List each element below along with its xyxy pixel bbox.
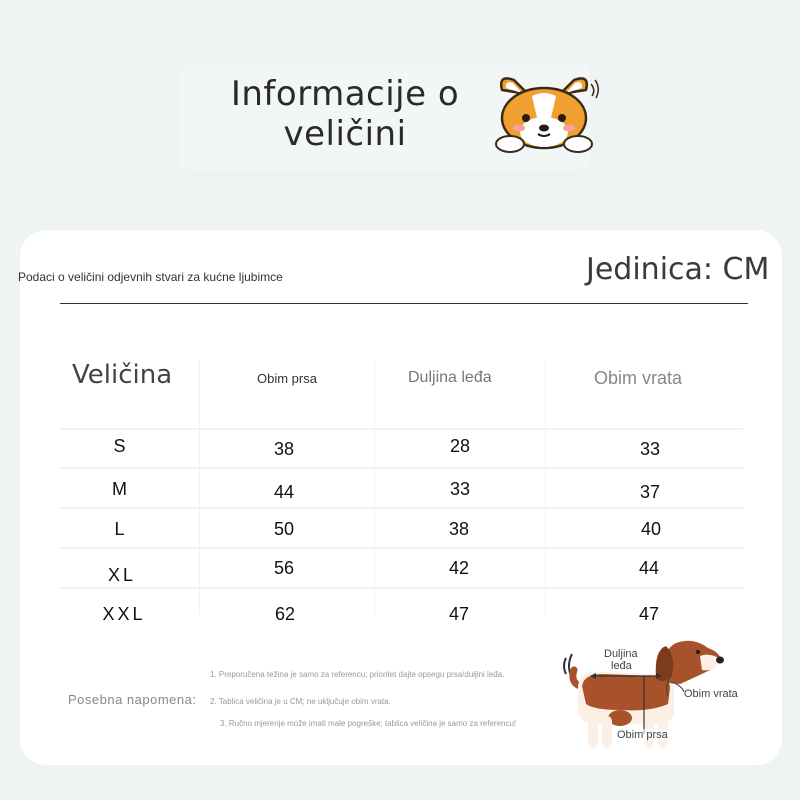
neck-girth-label: Obim vrata [684, 688, 738, 700]
chest-cell: 62 [274, 604, 296, 624]
column-divider [199, 360, 200, 615]
column-header-back: Duljina leđa [408, 369, 492, 386]
page-title [210, 74, 480, 154]
chest-girth-label: Obim prsa [617, 729, 668, 741]
chest-cell: 56 [273, 558, 295, 578]
back-cell: 42 [448, 558, 470, 578]
neck-cell: 47 [638, 604, 660, 624]
row-divider [60, 587, 743, 589]
row-divider [60, 507, 743, 509]
back-length-label [604, 648, 638, 672]
neck-cell: 33 [639, 439, 661, 459]
column-header-chest: Obim prsa [257, 371, 317, 386]
size-cell: XL [107, 565, 137, 585]
note-item: 1. Preporučena težina je samo za referencu; prioritet dajte opsegu prsa/duljini leđa. [210, 670, 505, 679]
chest-cell: 50 [273, 519, 295, 539]
notes-label: Posebna napomena: [68, 692, 197, 707]
row-divider [60, 467, 743, 469]
row-divider [60, 428, 743, 430]
column-divider [374, 360, 375, 615]
size-cell: S [113, 436, 129, 456]
back-cell: 47 [448, 604, 470, 624]
size-cell: M [112, 479, 130, 499]
column-header-neck: Obim vrata [594, 368, 683, 388]
unit-label: Jedinica: CM [586, 252, 770, 287]
size-cell: XXL [102, 604, 146, 624]
title-line-2: veličini [283, 114, 407, 154]
column-divider [545, 360, 546, 615]
neck-cell: 37 [639, 482, 661, 502]
corgi-illustration [488, 72, 600, 154]
back-length-label-line2: leđa [611, 660, 632, 672]
note-item: 2. Tablica veličina je u CM; ne uključuje obim vrata. [210, 697, 391, 706]
chest-cell: 38 [273, 439, 295, 459]
back-cell: 38 [448, 519, 470, 539]
back-cell: 33 [449, 479, 471, 499]
chest-cell: 44 [273, 482, 295, 502]
title-line-1: Informacije o [230, 74, 460, 114]
column-header-size: Veličina [72, 360, 173, 390]
header-rule [60, 303, 748, 304]
note-item: 3. Ručno mjerenje može imati male pogreške; tablica veličina je samo za referencu! [220, 719, 517, 728]
row-divider [60, 547, 743, 549]
back-cell: 28 [449, 436, 471, 456]
table-subtitle: Podaci o veličini odjevnih stvari za kućne ljubimce [18, 270, 283, 284]
neck-cell: 44 [638, 558, 660, 578]
neck-cell: 40 [640, 519, 662, 539]
size-cell: L [114, 519, 128, 539]
back-length-label-line1: Duljina [604, 648, 638, 660]
